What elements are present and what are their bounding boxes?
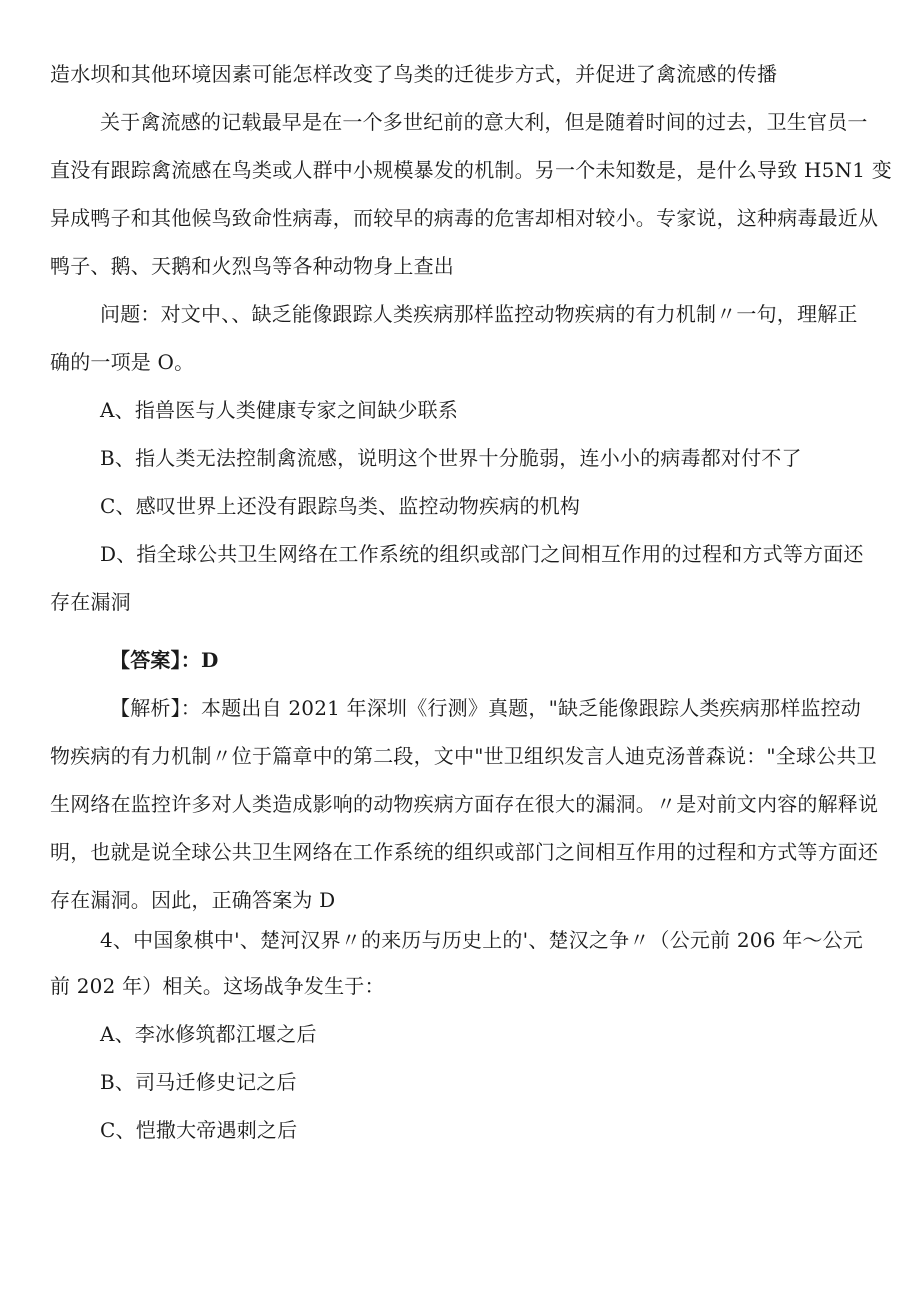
question-3-option-b: B、指人类无法控制禽流感，说明这个世界十分脆弱，连小小的病毒都对付不了 bbox=[100, 446, 802, 470]
question-3-stem-line-2: 确的一项是 O。 bbox=[50, 350, 195, 374]
question-3-analysis-line-4: 明，也就是说全球公共卫生网络在工作系统的组织或部门之间相互作用的过程和方式等方面还 bbox=[50, 840, 879, 864]
passage-tail: 造水坝和其他环境因素可能怎样改变了鸟类的迁徙步方式，并促进了禽流感的传播 bbox=[50, 62, 778, 86]
question-3-analysis-line-5: 存在漏洞。因此，正确答案为 D bbox=[50, 888, 336, 912]
question-3-option-d-line-2: 存在漏洞 bbox=[50, 590, 131, 614]
question-4-stem-line-1: 4、中国象棋中'、楚河汉界〃的来历与历史上的'、楚汉之争〃（公元前 206 年〜公元 bbox=[100, 928, 864, 952]
question-3-analysis-line-1: 【解析】：本题出自 2021 年深圳《行测》真题，"缺乏能像跟踪人类疾病那样监控动 bbox=[110, 696, 862, 720]
question-3-stem-line-1: 问题：对文中、、缺乏能像跟踪人类疾病那样监控动物疾病的有力机制〃一句，理解正 bbox=[100, 302, 858, 326]
question-4-option-a: A、李冰修筑都江堰之后 bbox=[100, 1022, 317, 1046]
question-4-option-c: C、恺撒大帝遇刺之后 bbox=[100, 1118, 298, 1142]
question-3-analysis-line-3: 生网络在监控许多对人类造成影响的动物疾病方面存在很大的漏洞。〃是对前文内容的解释说 bbox=[50, 792, 879, 816]
question-3-analysis-line-2: 物疾病的有力机制〃位于篇章中的第二段，文中"世卫组织发言人迪克汤普森说："全球公共卫 bbox=[50, 744, 877, 768]
paragraph-line-1: 关于禽流感的记载最早是在一个多世纪前的意大利，但是随着时间的过去，卫生官员一 bbox=[100, 110, 868, 134]
question-4-option-b: B、司马迁修史记之后 bbox=[100, 1070, 297, 1094]
question-3-answer: 【答案】：D bbox=[110, 648, 219, 672]
question-3-option-a: A、指兽医与人类健康专家之间缺少联系 bbox=[100, 398, 459, 422]
question-3-option-d-line-1: D、指全球公共卫生网络在工作系统的组织或部门之间相互作用的过程和方式等方面还 bbox=[100, 542, 864, 566]
question-4-stem-line-2: 前 202 年）相关。这场战争发生于： bbox=[50, 974, 385, 998]
paragraph-line-2: 直没有跟踪禽流感在鸟类或人群中小规模暴发的机制。另一个未知数是，是什么导致 H5N1 变 bbox=[50, 158, 892, 182]
question-3-option-c: C、感叹世界上还没有跟踪鸟类、监控动物疾病的机构 bbox=[100, 494, 581, 518]
paragraph-line-4: 鸭子、鹅、天鹅和火烈鸟等各种动物身上查出 bbox=[50, 254, 454, 278]
paragraph-line-3: 异成鸭子和其他候鸟致命性病毒，而较早的病毒的危害却相对较小。专家说，这种病毒最近从 bbox=[50, 206, 879, 230]
